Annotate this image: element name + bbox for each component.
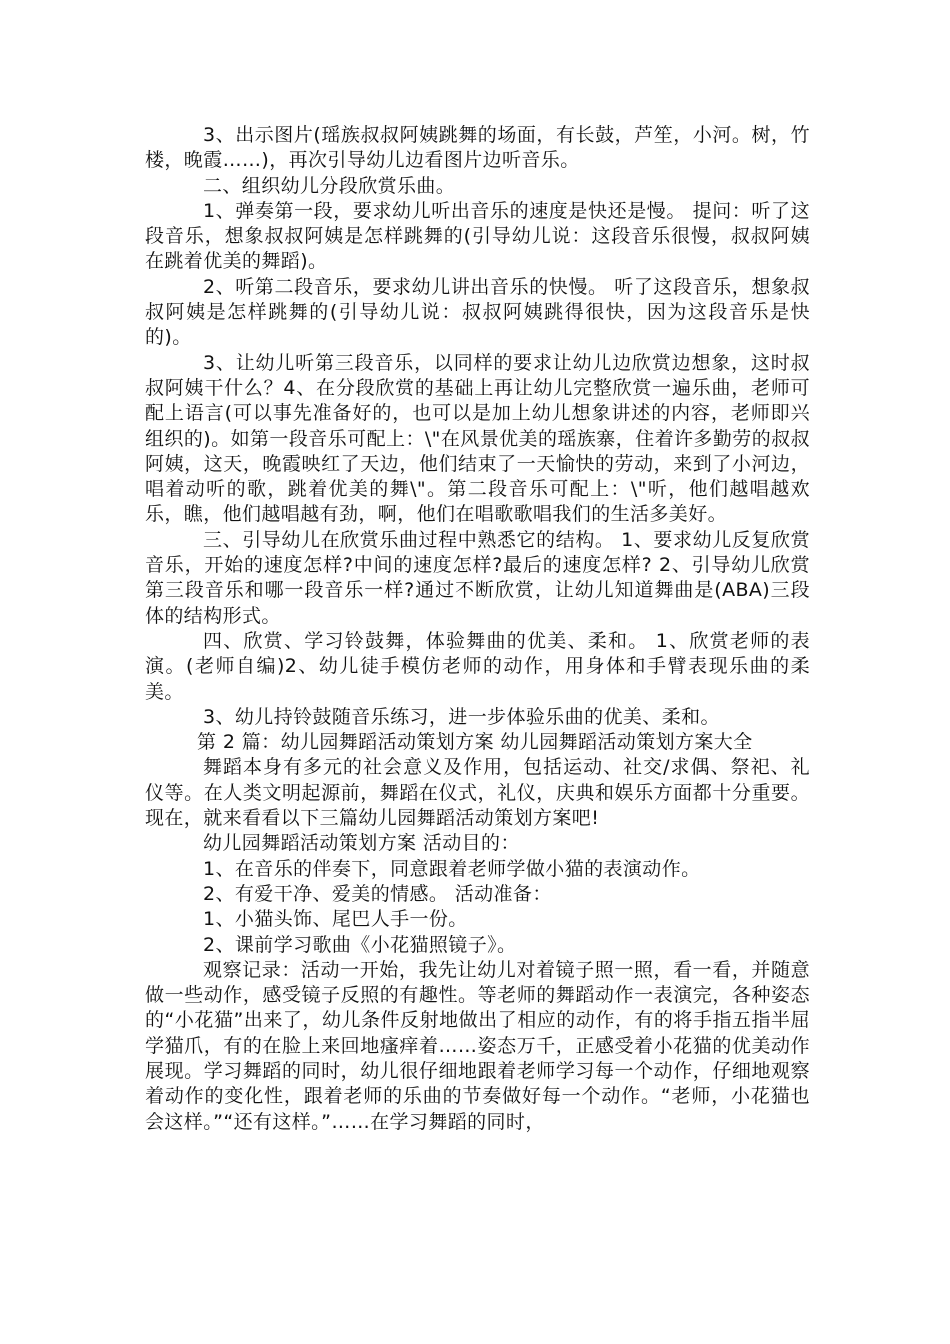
paragraph: 观察记录：活动一开始，我先让幼儿对着镜子照一照，看一看，并随意做一些动作，感受镜子反照的有趣性。等老师的舞蹈动作一表演完，各种姿态的“小花猫”出来了，幼儿条件反射地做出了相应的动作，有的将手指五指半屈学猫爪，有的在脸上来回地瘙痒着……姿态万千，正感受着小花猫的优美动作展现。学习舞蹈的同时，幼儿很仔细地跟着老师学习每一个动作，仔细地观察着动作的变化性，跟着老师的乐曲的节奏做好每一个动作。“老师，小花猫也会这样。”“还有这样。”……在学习舞蹈的同时， bbox=[145, 958, 810, 1133]
section-heading: 二、组织幼儿分段欣赏乐曲。 bbox=[203, 174, 456, 197]
section-heading: 四、欣赏、学习铃鼓舞，体验舞曲的优美、柔和。 1、欣赏老师的表演。(老师自编)2、幼儿徒手模仿老师的动作，用身体和手臂表现乐曲的柔美。 bbox=[145, 629, 810, 703]
list-item: 2、有爱干净、爱美的情感。 活动准备： bbox=[203, 882, 552, 905]
paragraph: 3、幼儿持铃鼓随音乐练习，进一步体验乐曲的优美、柔和。 bbox=[203, 705, 720, 728]
paragraph: 幼儿园舞蹈活动策划方案 活动目的： bbox=[203, 832, 520, 855]
list-item: 2、课前学习歌曲《小花猫照镜子》。 bbox=[203, 933, 517, 956]
paragraph: 舞蹈本身有多元的社会意义及作用，包括运动、社交/求偶、祭祀、礼仪等。在人类文明起源前，舞蹈在仪式，礼仪，庆典和娱乐方面都十分重要。现在，就来看看以下三篇幼儿园舞蹈活动策划方案吧! bbox=[145, 756, 810, 830]
list-item: 1、在音乐的伴奏下，同意跟着老师学做小猫的表演动作。 bbox=[203, 857, 701, 880]
document-body bbox=[145, 123, 810, 1135]
article-title: 第 2 篇：幼儿园舞蹈活动策划方案 幼儿园舞蹈活动策划方案大全 bbox=[197, 731, 753, 754]
paragraph: 2、听第二段音乐，要求幼儿讲出音乐的快慢。 听了这段音乐，想象叔叔阿姨是怎样跳舞的(引导幼儿说：叔叔阿姨跳得很快，因为这段音乐是快的)。 bbox=[145, 275, 810, 349]
paragraph: 3、出示图片(瑶族叔叔阿姨跳舞的场面，有长鼓，芦笙，小河。树，竹楼，晚霞……)，再次引导幼儿边看图片边听音乐。 bbox=[145, 124, 810, 172]
paragraph: 1、弹奏第一段，要求幼儿听出音乐的速度是快还是慢。 提问：听了这段音乐，想象叔叔阿姨是怎样跳舞的(引导幼儿说：这段音乐很慢，叔叔阿姨在跳着优美的舞蹈)。 bbox=[145, 199, 810, 273]
paragraph: 3、让幼儿听第三段音乐，以同样的要求让幼儿边欣赏边想象，这时叔叔阿姨干什么？4、在分段欣赏的基础上再让幼儿完整欣赏一遍乐曲，老师可配上语言(可以事先准备好的，也可以是加上幼儿想象讲述的内容，老师即兴组织的)。如第一段音乐可配上：\"在风景优美的瑶族寨，住着许多勤劳的叔叔阿姨，这天，晚霞映红了天边，他们结束了一天愉快的劳动，来到了小河边，唱着动听的歌，跳着优美的舞\"。第二段音乐可配上：\"听，他们越唱越欢乐，瞧，他们越唱越有劲，啊，他们在唱歌歌唱我们的生活多美好。 bbox=[145, 351, 810, 526]
section-heading: 三、引导幼儿在欣赏乐曲过程中熟悉它的结构。 1、要求幼儿反复欣赏音乐，开始的速度怎样?中间的速度怎样?最后的速度怎样? 2、引导幼儿欣赏第三段音乐和哪一段音乐一样?通过不断欣赏，让幼儿知道舞曲是(ABA)三段体的结构形式。 bbox=[145, 528, 810, 627]
list-item: 1、小猫头饰、尾巴人手一份。 bbox=[203, 908, 468, 931]
